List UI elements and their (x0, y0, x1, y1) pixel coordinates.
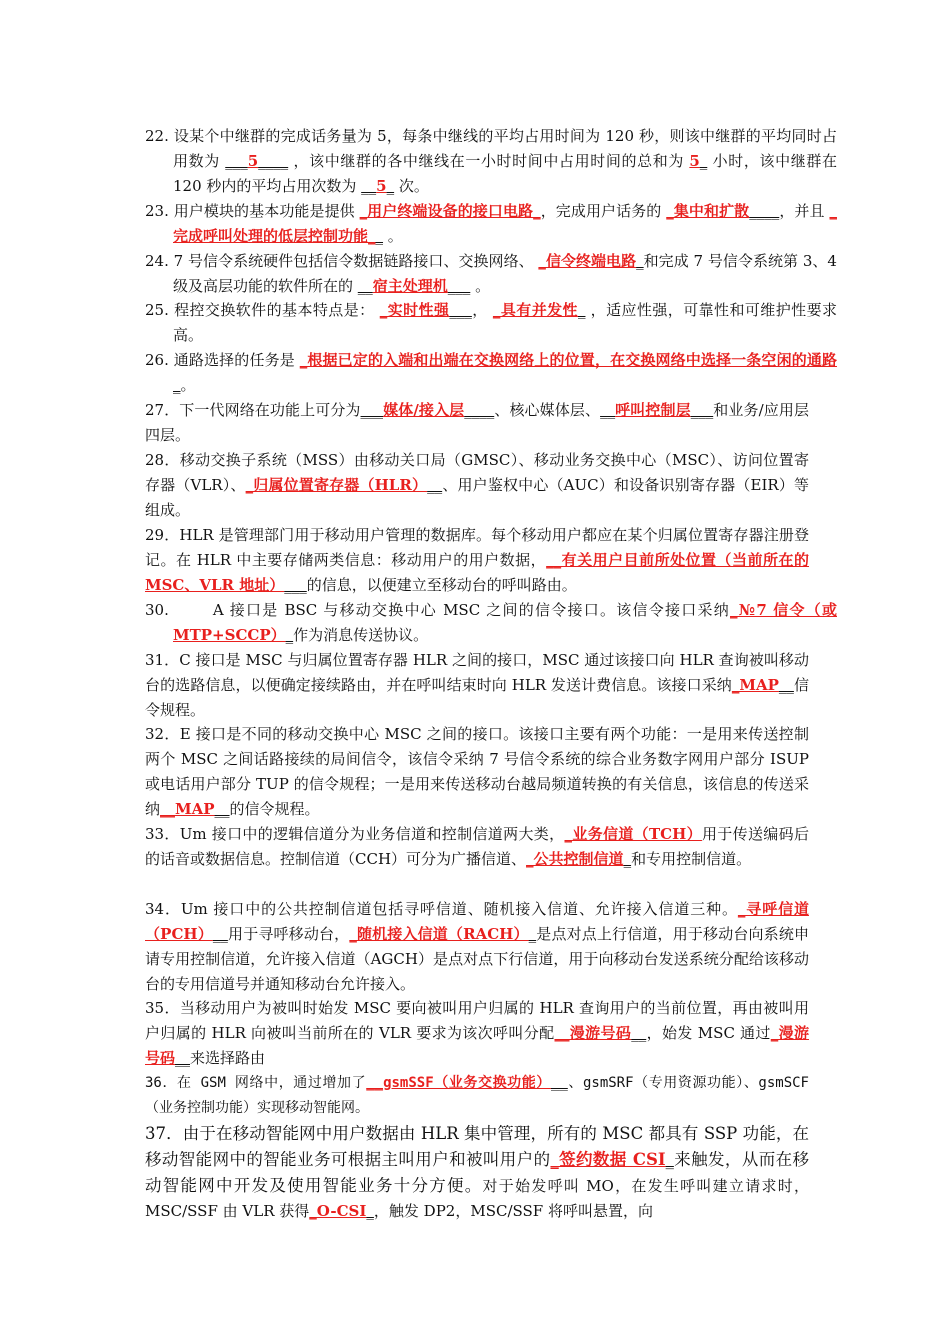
question-number: 25. (145, 301, 169, 319)
question-number: 34． (145, 900, 181, 918)
question-31 (145, 648, 809, 723)
question-30 (145, 598, 837, 648)
question-text: 信令规程。 (145, 676, 809, 719)
question-27 (145, 398, 809, 448)
answer: 5 (376, 177, 387, 195)
question-text: 。 (383, 227, 403, 245)
question-number: 33． (145, 825, 180, 843)
question-text: 通路选择的任务是 (173, 351, 300, 369)
blank: _ (375, 227, 384, 245)
question-text: 。 (180, 376, 196, 394)
answer: _完成呼叫处理的低层控制功能_ (173, 202, 837, 245)
blank: ___ (449, 301, 472, 319)
question-text: 和业务/应用层四层。 (145, 401, 809, 444)
blank: ___ (447, 277, 471, 295)
answer: _根据已定的入端和出端在交换网络上的位置，在交换网络中选择一条空闲的通路 (299, 351, 837, 369)
question-text: 、核心媒体层、 (494, 401, 601, 419)
question-text: 和完成 7 号信令系统第 3、4 级及高层功能的软件所在的 (173, 252, 837, 295)
question-text: 的信令规程。 (229, 800, 320, 818)
question-text: ，该中继群的各中继线在一小时时间中占用时间的总和为 (288, 152, 690, 170)
answer: _实时性强 (379, 301, 450, 319)
blank: __ (631, 1024, 647, 1042)
question-number: 24. (145, 252, 169, 270)
question-text: E 接口是不同的移动交换中心 MSC 之间的接口。该接口主要有两个功能：一是用来传送控制两个 MSC 之间话路接续的局间信令，该信令采纳 7 号信令系统的综合业务数字网用户部分 ISUP 或电话用户部分 TUP 的信令规程；一是用来传送移动台越局频道转换的有关信息，该信息的传送采纳 (145, 725, 809, 818)
question-text: ，并且 (779, 202, 830, 220)
question-text: 用于传送编码后的话音或数据信息。控制信道（CCH）可分为广播信道、 (145, 825, 809, 868)
answer: _签约数据 CSI (550, 1150, 666, 1169)
question-text: 来选择路由 (190, 1049, 266, 1067)
question-text: C 接口是 MSC 与归属位置寄存器 HLR 之间的接口，MSC 通过该接口向 HLR 查询被叫移动台的选路信息，以便确定接续路由，并在呼叫结束时向 HLR 发送计费信息。该接口采纳 (145, 651, 809, 694)
question-26 (145, 348, 837, 398)
blank: ___ (690, 401, 714, 419)
question-24 (145, 249, 837, 299)
question-34 (145, 897, 809, 997)
question-36 (145, 1071, 809, 1121)
blank: _ (285, 626, 294, 644)
question-text: 用户模块的基本功能是提供 (173, 202, 360, 220)
blank: __ (212, 925, 228, 943)
question-text: 设某个中继群的完成话务量为 5，每条中继线的平均占用时间为 120 秒，则该中继群的平均同时占用数为 (173, 127, 837, 170)
blank: _ (366, 1202, 374, 1220)
blank: __ (550, 1075, 568, 1091)
question-number: 23. (145, 202, 169, 220)
answer: 媒体/接入层 (383, 401, 465, 419)
blank: _ (623, 850, 632, 868)
question-number: 28． (145, 451, 180, 469)
question-number: 35． (145, 999, 180, 1017)
blank: _ (577, 301, 586, 319)
blank: __ (600, 401, 616, 419)
answer: _具有并发性 (492, 301, 578, 319)
question-text: A 接口是 BSC 与移动交换中心 MSC 之间的信令接口。该信令接口采纳 (212, 601, 731, 619)
question-text: 和专用控制信道。 (631, 850, 752, 868)
answer: _信令终端电路 (538, 252, 637, 270)
question-text: 程控交换软件的基本特点是： (174, 301, 380, 319)
blank: ___ (360, 401, 384, 419)
question-25 (145, 298, 837, 348)
question-29 (145, 523, 809, 598)
answer: 5 (689, 152, 700, 170)
question-text: 来触发，从而在移动智能网中开发及使用智能业务十分方便。 (145, 1150, 810, 1195)
answer: 呼叫控制层 (615, 401, 691, 419)
blank: _ (528, 925, 537, 943)
answer: _集中和扩散 (666, 202, 750, 220)
blank: __ (427, 476, 443, 494)
answer: _业务信道（TCH） (564, 825, 702, 843)
blank: ___ (284, 576, 307, 594)
answer: 5 (247, 152, 259, 170)
answer: _随机接入信道（RACH） (349, 925, 529, 943)
blank: ___ (225, 152, 248, 170)
question-number: 36． (145, 1075, 178, 1091)
blank: _ (386, 177, 395, 195)
answer: _用户终端设备的接口电路_ (359, 202, 541, 220)
question-text: 、gsmSRF（专用资源功能）、gsmSCF（业务控制功能）实现移动智能网。 (145, 1075, 809, 1116)
blank: __ (778, 676, 794, 694)
question-35 (145, 996, 809, 1071)
question-text: 作为消息传送协议。 (293, 626, 429, 644)
blank: ____ (464, 401, 495, 419)
question-text: 在 GSM 网络中，通过增加了 (177, 1075, 367, 1091)
question-22 (145, 124, 837, 199)
question-text: ，始发 MSC 通过 (646, 1024, 771, 1042)
question-text: Um 接口中的公共控制信道包括寻呼信道、随机接入信道、允许接入信道三种。 (180, 900, 738, 918)
question-number: 37． (145, 1124, 183, 1143)
blank: _ (665, 1150, 674, 1169)
answer: __漫游号码 (554, 1024, 632, 1042)
question-number: 29． (145, 526, 180, 544)
question-32 (145, 722, 809, 822)
blank: _ (699, 152, 708, 170)
question-number: 30. (145, 601, 169, 619)
question-text: 下一代网络在功能上可分为 (179, 401, 361, 419)
question-text: HLR 是管理部门用于移动用户管理的数据库。每个移动用户都应在某个归属位置寄存器注册登记。在 HLR 中主要存储两类信息：移动用户的用户数据， (145, 526, 809, 569)
answer: _MAP (731, 676, 779, 694)
question-23 (145, 199, 837, 249)
question-text: ，触发 DP2，MSC/SSF 将呼叫悬置，向 (373, 1202, 653, 1220)
question-text: 7 号信令系统硬件包括信令数据链路接口、交换网络、 (173, 252, 539, 270)
question-text: ，适应性强，可靠性和可维护性要求高。 (173, 301, 837, 344)
blank: __ (361, 177, 377, 195)
answer: _公共控制信道 (526, 850, 624, 868)
answer: __有关用户目前所处位置（当前所在的 MSC、VLR 地址） (145, 551, 809, 594)
question-number: 32． (145, 725, 180, 743)
question-text: 、用户鉴权中心（AUC）和设备识别寄存器（EIR）等组成。 (145, 476, 809, 519)
blank: _ (173, 376, 181, 394)
question-number: 22. (145, 127, 169, 145)
blank: _ (636, 252, 644, 270)
answer: 宿主处理机 (372, 277, 448, 295)
question-37 (145, 1121, 809, 1224)
question-text: 。 (470, 277, 491, 295)
answer: _寻呼信道（PCH） (145, 900, 809, 943)
question-text: 用于寻呼移动台， (227, 925, 350, 943)
answer: _归属位置寄存器（HLR） (245, 476, 428, 494)
question-text: 的信息，以便建立至移动台的呼叫路由。 (306, 576, 577, 594)
question-text: 由于在移动智能网中用户数据由 HLR 集中管理，所有的 MSC 都具有 SSP 功能，在移动智能网中的智能业务可根据主叫用户和被叫用户的 (145, 1124, 809, 1169)
question-text: 对于始发呼叫 MO，在发生呼叫建立请求时，MSC/SSF 由 VLR 获得 (145, 1177, 809, 1220)
question-text: 小时，该中继群在 120 秒内的平均占用次数为 (173, 152, 837, 195)
question-text: Um 接口中的逻辑信道分为业务信道和控制信道两大类， (179, 825, 565, 843)
answer: _漫游号码 (145, 1024, 809, 1067)
question-33 (145, 822, 809, 872)
question-number: 27． (145, 401, 180, 419)
question-text: ，完成用户话务的 (540, 202, 667, 220)
answer: _№7 信令（或 MTP+SCCP） (173, 601, 837, 644)
blank: __ (357, 277, 373, 295)
question-number: 31． (145, 651, 180, 669)
blank: __ (175, 1049, 191, 1067)
question-text: 移动交换子系统（MSS）由移动关口局（GMSC）、移动业务交换中心（MSC）、访问位置寄存器（VLR）、 (145, 451, 809, 494)
question-text: ， (471, 301, 493, 319)
question-number: 26. (145, 351, 169, 369)
blank: ____ (258, 152, 289, 170)
answer: _O-CSI (309, 1202, 367, 1220)
question-text: 次。 (394, 177, 429, 195)
answer: __gsmSSF（业务交换功能） (366, 1075, 551, 1091)
question-28 (145, 448, 809, 523)
blank: __ (214, 800, 230, 818)
answer: __MAP (160, 800, 215, 818)
question-text: 当移动用户为被叫时始发 MSC 要向被叫用户归属的 HLR 查询用户的当前位置，再由被叫用户归属的 HLR 向被叫当前所在的 VLR 要求为该次呼叫分配 (145, 999, 809, 1042)
question-text: 是点对点上行信道，用于移动台向系统申请专用控制信道，允许接入信道（AGCH）是点对点下行信道，用于向移动台发送系统分配给该移动台的专用信道号并通知移动台允许接入。 (145, 925, 809, 993)
blank: ____ (749, 202, 780, 220)
